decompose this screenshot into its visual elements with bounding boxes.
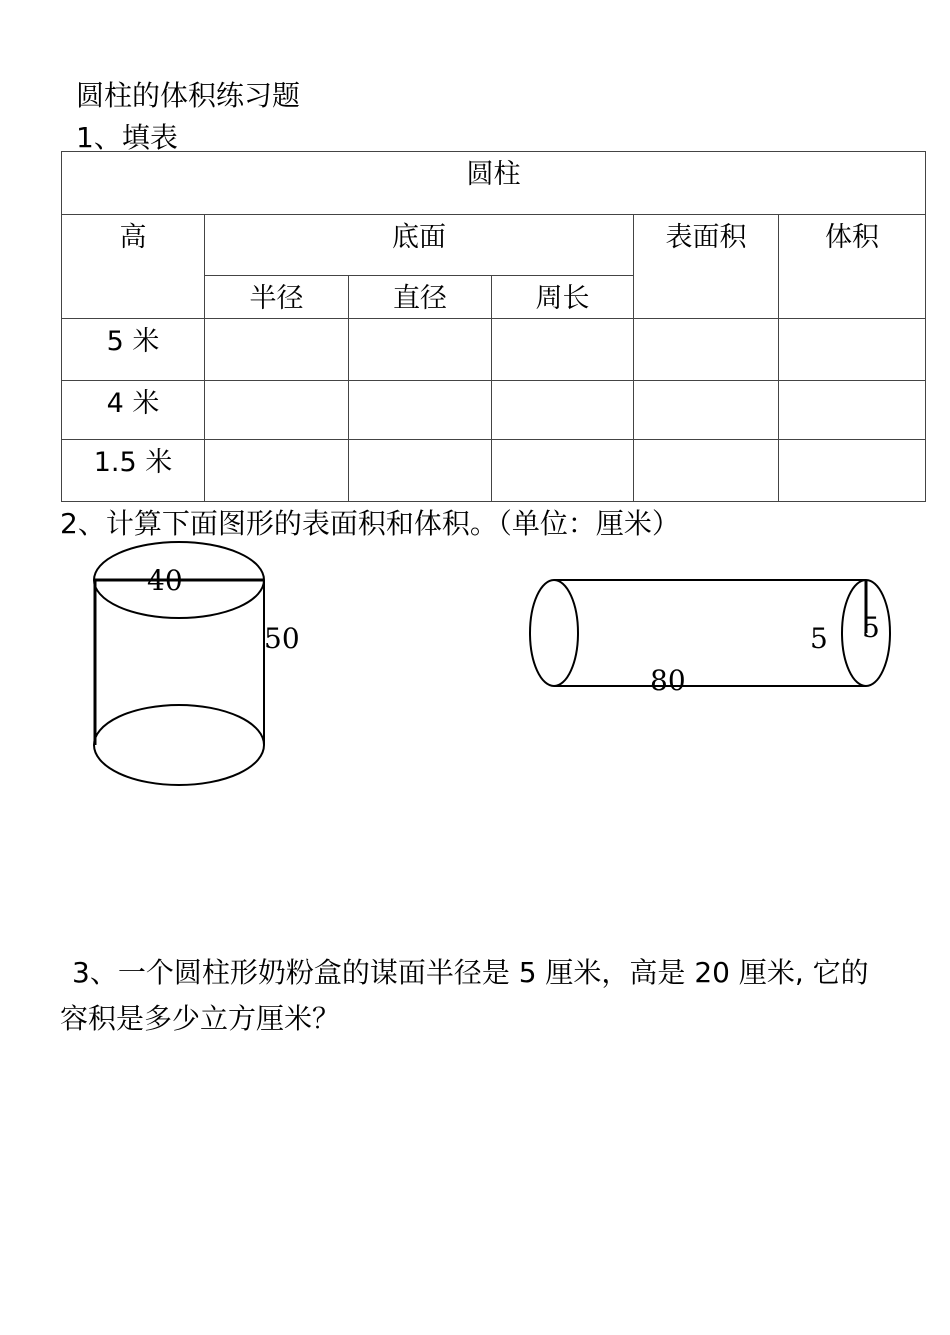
- table-header-surface-area: 表面积: [634, 215, 779, 319]
- figure1-height-label: 50: [264, 622, 300, 655]
- question-1-heading: 1、填表: [76, 121, 178, 154]
- figure1-diameter-label: 40: [147, 564, 183, 597]
- table-header-cylinder: 圆柱: [62, 152, 926, 215]
- table-subheader-radius: 半径: [205, 276, 349, 319]
- figure2-radius-label: 5: [862, 611, 880, 644]
- figure2-side-label: 5: [810, 622, 828, 655]
- bottom-ellipse: [94, 705, 264, 785]
- horizontal-cylinder-figure: [530, 580, 890, 686]
- page-title: 圆柱的体积练习题: [76, 79, 301, 112]
- table-header-volume: 体积: [779, 215, 926, 319]
- table-subheader-circumference: 周长: [492, 276, 634, 319]
- row-height-value: 5 米: [62, 319, 205, 381]
- row-height-value: 1.5 米: [62, 440, 205, 502]
- table-header-height: 高: [62, 215, 205, 319]
- question-3: [60, 950, 920, 1042]
- question-3-line-2: 容积是多少立方厘米？: [60, 1002, 341, 1035]
- row-height-value: 4 米: [62, 381, 205, 440]
- table-subheader-diameter: 直径: [349, 276, 492, 319]
- table-header-base: 底面: [205, 215, 634, 276]
- question-3-line-1: 3、一个圆柱形奶粉盒的谋面半径是 5 厘米，高是 20 厘米, 它的: [72, 956, 869, 989]
- left-end-ellipse: [530, 580, 578, 686]
- question-2-heading: 2、计算下面图形的表面积和体积。（单位：厘米）: [60, 507, 680, 540]
- figure2-length-label: 80: [650, 664, 686, 697]
